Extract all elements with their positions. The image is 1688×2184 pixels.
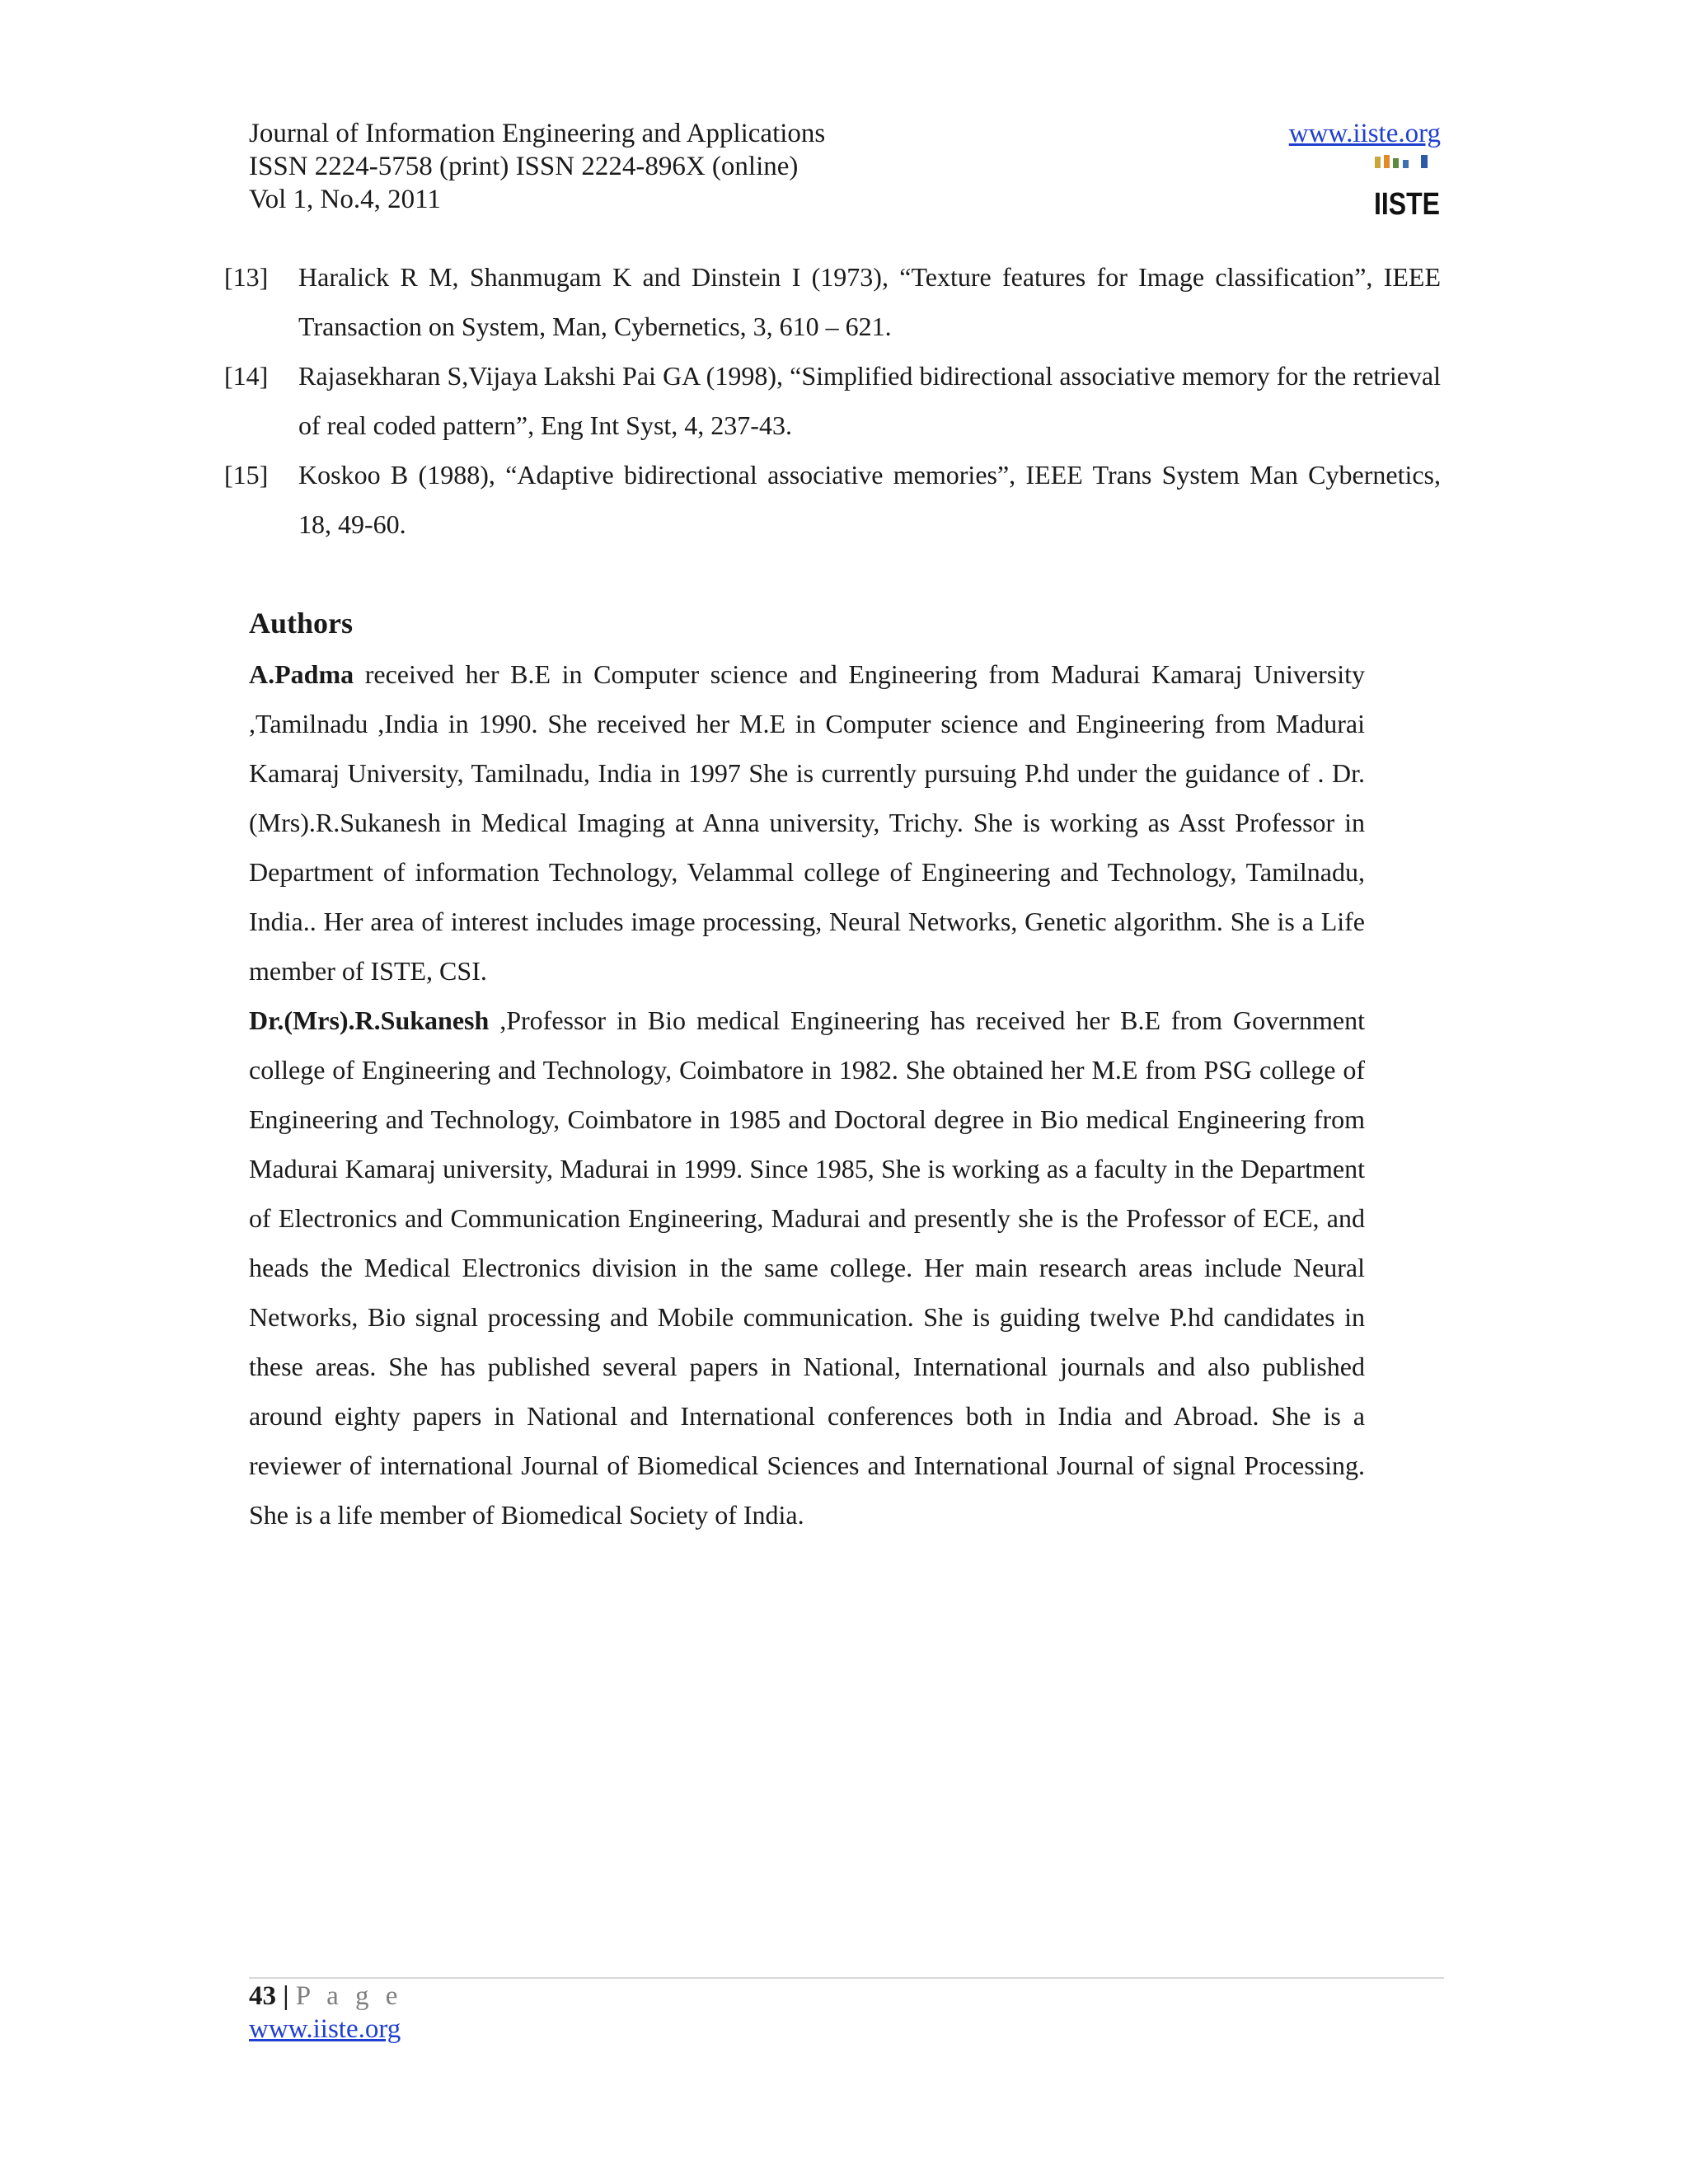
- reference-list: [224, 252, 1441, 549]
- page-header: [249, 117, 1441, 224]
- authors-section: [249, 600, 1365, 1540]
- authors-heading: Authors: [249, 607, 354, 640]
- reference-item: [224, 450, 1441, 549]
- author-name: A.Padma: [249, 659, 354, 689]
- page-number: 43: [249, 1981, 276, 2011]
- author-bio-text: ,Professor in Bio medical Engineering has received her B.E from Government college of Engineering and Technology, Coimbatore in 1982. She obtained her M.E from PSG college of Engineering and Technology, Coimbatore in 1985 and Doctoral degree in Bio medical Engineering from Madurai Kamaraj university, Madurai in 1999. Since 1985, She is working as a faculty in the Department of Electronics and Communication Engineering, Madurai and presently she is the Professor of ECE, and heads the Medical Electronics division in the same college. Her main research areas include Neural Networks, Bio signal processing and Mobile communication. She is guiding twelve P.hd candidates in these areas. She has published several papers in National, International journals and also published around eighty papers in National and International conferences both in India and Abroad. She is a reviewer of international Journal of Biomedical Sciences and International Journal of signal Processing. She is a life member of Biomedical Society of India.: [249, 1005, 1365, 1530]
- reference-text: Haralick R M, Shanmugam K and Dinstein I (1973), “Texture features for Image classification”, IEEE Transaction on System, Man, Cybernetics, 3, 610 – 621.: [298, 262, 1441, 341]
- author-bio-text: received her B.E in Computer science and Engineering from Madurai Kamaraj University ,Tamilnadu ,India in 1990. She received her M.E in Computer science and Engineering from Madurai Kamaraj University, Tamilnadu, India in 1997 She is currently pursuing P.hd under the guidance of . Dr.(Mrs).R.Sukanesh in Medical Imaging at Anna university, Trichy. She is working as Asst Professor in Department of information Technology, Velammal college of Engineering and Technology, Tamilnadu, India.. Her area of interest includes image processing, Neural Networks, Genetic algorithm. She is a Life member of ISTE, CSI.: [249, 659, 1365, 986]
- reference-item: [224, 252, 1441, 351]
- journal-volume: Vol 1, No.4, 2011: [249, 185, 441, 214]
- footer-divider: [249, 1977, 1444, 1979]
- iiste-logo-icon: [1373, 153, 1441, 222]
- reference-number: [15]: [224, 460, 269, 490]
- page-label: P a g e: [295, 1981, 403, 2011]
- reference-item: [224, 351, 1441, 450]
- author-name: Dr.(Mrs).R.Sukanesh: [249, 1005, 490, 1035]
- page-footer: [249, 1980, 402, 2046]
- author-bio: [249, 649, 1365, 996]
- author-bio: [249, 996, 1365, 1540]
- footer-url-link[interactable]: www.iiste.org: [249, 2014, 401, 2044]
- header-url-link[interactable]: www.iiste.org: [1288, 119, 1441, 148]
- logo-text: IISTE: [1374, 187, 1440, 222]
- page-number-line: [249, 1980, 402, 2013]
- reference-number: [14]: [224, 361, 269, 391]
- reference-number: [13]: [224, 262, 269, 292]
- reference-text: Rajasekharan S,Vijaya Lakshi Pai GA (1998), “Simplified bidirectional associative memory for the retrieval of real coded pattern”, Eng Int Syst, 4, 237-43.: [298, 361, 1441, 440]
- page-separator: |: [283, 1981, 289, 2011]
- reference-text: Koskoo B (1988), “Adaptive bidirectional associative memories”, IEEE Trans System Man Cybernetics, 18, 49-60.: [298, 460, 1441, 539]
- journal-issn: ISSN 2224-5758 (print) ISSN 2224-896X (online): [249, 152, 799, 181]
- journal-title: Journal of Information Engineering and Applications: [249, 119, 826, 148]
